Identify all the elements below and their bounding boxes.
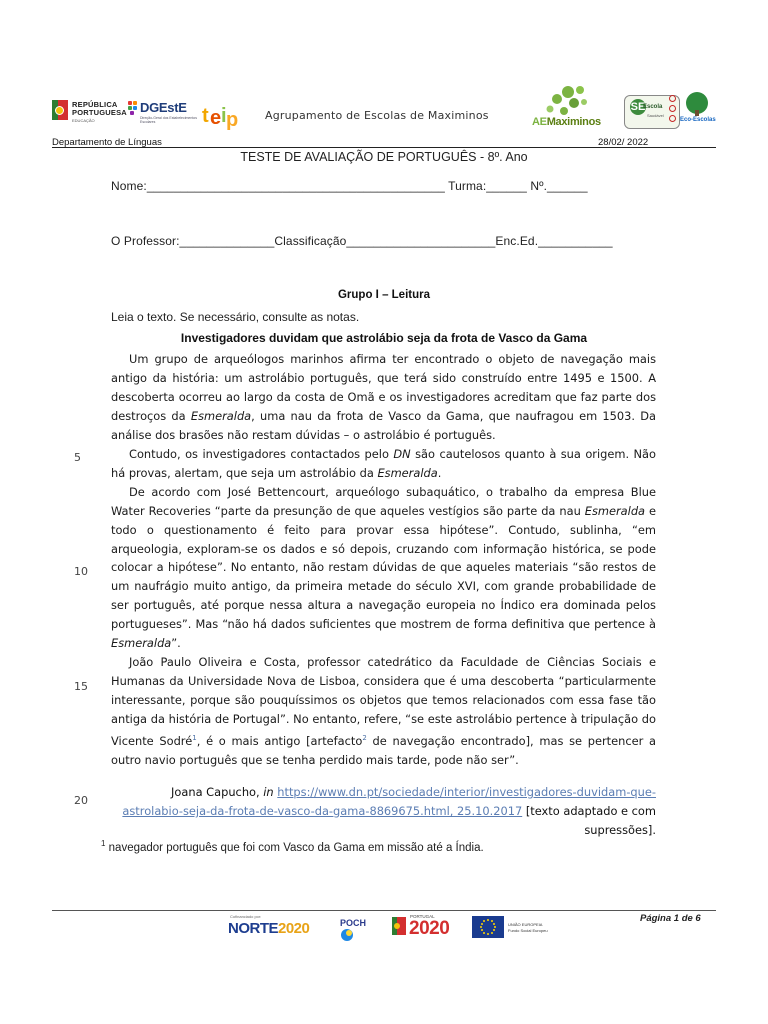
article-title: Investigadores duvidam que astrolábio seja da frota de Vasco da Gama <box>180 331 588 345</box>
article-source: Joana Capucho, in https://www.dn.pt/sociedade/interior/investigadores-duvidam-que-astrolabio-seja-da-frota-de-vasco-da-gama-8869675.html, 25.10.2017 [texto adaptado e com supressões]. <box>122 785 656 837</box>
poch-mark-icon <box>340 928 354 942</box>
paragraph-3: De acordo com José Bettencourt, arqueólogo subaquático, o trabalho da empresa Blue Water Recoveries “parte da presunção de que aqueles vestígios são parte da nau Esmeralda e todo o questionamento é feito para provar essa hipótese”. Contudo, sublinha, “em arqueologia, exploram-se os dados e só depois, cruzando com informação histórica, se pode colocar a hipótese”. No entanto, não restam dúvidas de que aqueles materiais “são restos de um naufrágio muito antigo, da primeira metade do século XVI, com grande probabilidade de ser português, até porque nessa altura a navegação europeia no Índico era dominada pelos portugueses”. Mas “não há dados suficientes que mostrem de forma definitiva que pertence à Esmeralda”. <box>111 484 656 651</box>
ae-maximinos-logo <box>528 84 604 130</box>
escola-logo-line1: Escola <box>643 104 663 110</box>
footnote <box>101 839 484 854</box>
article-body <box>111 350 656 770</box>
svg-text:t: t <box>202 105 208 127</box>
test-title: TESTE DE AVALIAÇÃO DE PORTUGUÊS - 8º. Ano <box>240 150 528 164</box>
source-author: Joana Capucho <box>171 785 257 799</box>
test-date: 28/02/ 2022 <box>598 137 649 148</box>
eu-text-2: Fundo Social Europeu <box>508 928 548 933</box>
footnote-ref[interactable]: 1 <box>192 734 197 743</box>
red-dots-decoration <box>669 95 675 125</box>
line-number-20: 20 <box>74 794 88 807</box>
group-title: Grupo I – Leitura <box>337 289 430 301</box>
page-number: Página 1 de 6 <box>640 913 701 924</box>
source-in: in <box>263 785 274 799</box>
ae-logo-prefix: AE <box>532 116 547 128</box>
republica-line2: PORTUGUESA <box>72 108 127 117</box>
source-link[interactable]: https://www.dn.pt/sociedade/interior/investigadores-duvidam-que-astrolabio-seja-da-frota-de-vasco-da-gama-8869675.html, 25.10.2017 <box>122 785 656 818</box>
line-number-5: 5 <box>74 451 81 464</box>
cofinanciado-label: Cofinanciado por: <box>230 914 262 919</box>
portugal-flag-icon <box>52 100 68 120</box>
teip-logo-icon <box>202 100 242 130</box>
svg-text:i: i <box>221 105 226 127</box>
republica-sub: EDUCAÇÃO <box>72 118 95 123</box>
svg-text:p: p <box>226 109 238 130</box>
eu-text-1: UNIÃO EUROPEIA <box>508 922 543 927</box>
norte-year: 2020 <box>278 920 310 937</box>
line-number-15: 15 <box>74 680 88 693</box>
poch-text: POCH <box>340 918 367 928</box>
republica-portuguesa-logo <box>52 100 127 124</box>
teacher-line: O Professor:______________Classificação______________________Enc.Ed.___________ <box>111 234 613 248</box>
instruction-text: Leia o texto. Se necessário, consulte as notas. <box>111 310 360 324</box>
eu-label <box>508 922 548 934</box>
dgeste-mark-icon <box>128 101 138 117</box>
dgeste-text: DGEstE <box>140 100 187 115</box>
poch-logo <box>340 918 382 938</box>
norte-text: NORTE <box>228 920 278 937</box>
eu-flag-icon <box>472 916 504 938</box>
footer-divider <box>52 910 716 911</box>
portugal2020-logo <box>392 914 464 940</box>
norte2020-logo <box>228 914 328 938</box>
footnote-ref-2[interactable]: 2 <box>362 734 367 743</box>
ae-logo-name: Maximinos <box>546 116 601 128</box>
source-note: [texto adaptado e com supressões]. <box>525 803 656 837</box>
line-number-10: 10 <box>74 565 88 578</box>
eco-escolas-logo <box>680 90 716 128</box>
paragraph-1: Um grupo de arqueólogos marinhos afirma ter encontrado o objeto de navegação mais antigo da história: um astrolábio português, que terá sido construído entre 1495 e 1500. A descoberta ocorreu ao largo da costa de Omã e os investigadores acreditam que faz parte dos destroços da Esmeralda, uma nau da frota de Vasco da Gama, que naufragou em 1503. Da análise dos brasões não restam dúvidas – o astrolábio é português. <box>111 352 656 442</box>
escola-logo-line2: Saudável <box>647 113 664 118</box>
escola-logo-mark: SE <box>630 101 646 113</box>
republica-line1: REPÚBLICA <box>72 100 118 109</box>
portugal-label: PORTUGAL <box>410 914 435 919</box>
paragraph-2: Contudo, os investigadores contactados pelo DN são cautelosos quanto à sua origem. Não há provas, alertam, que seja um astrolábio da Esmeralda. <box>111 446 657 480</box>
ae-dots-icon <box>528 84 604 118</box>
paragraph-4: João Paulo Oliveira e Costa, professor catedrático da Faculdade de Ciências Sociais e Humanas da Universidade Nova de Lisboa, considera que é uma descoberta “particularmente interessante, porque são pouquíssimos os objetos que temos relacionados com essa fase tão antiga da história de Portugal”. No entanto, refere, “se este astrolábio pertence à tripulação do Vicente Sodré$^1$, é o mais antigo [artefacto$^2$ de navegação encontrado], mas se pertencer a outro navio português que se tenha perdido mais tarde, pode não ser”. <box>111 655 657 767</box>
portugal2020-year: 2020 <box>409 918 450 939</box>
school-name: Agrupamento de Escolas de Maximinos <box>265 109 489 122</box>
svg-text:e: e <box>210 107 221 129</box>
eco-escolas-text: Eco-Escolas <box>680 117 716 123</box>
department-label: Departamento de Línguas <box>52 137 162 148</box>
dgeste-sub: Direção-Geral dos Estabelecimentos Escolares <box>140 116 197 124</box>
portugal-flag-icon <box>392 917 406 935</box>
footnote-number: 1 <box>101 839 106 848</box>
footnote-text: navegador português que foi com Vasco da Gama em missão até a Índia. <box>108 841 484 854</box>
name-line: Nome:____________________________________________ Turma:______ Nº.______ <box>111 179 588 193</box>
dgeste-logo <box>128 101 200 127</box>
teip-logo <box>202 100 242 130</box>
header-divider <box>52 147 716 148</box>
